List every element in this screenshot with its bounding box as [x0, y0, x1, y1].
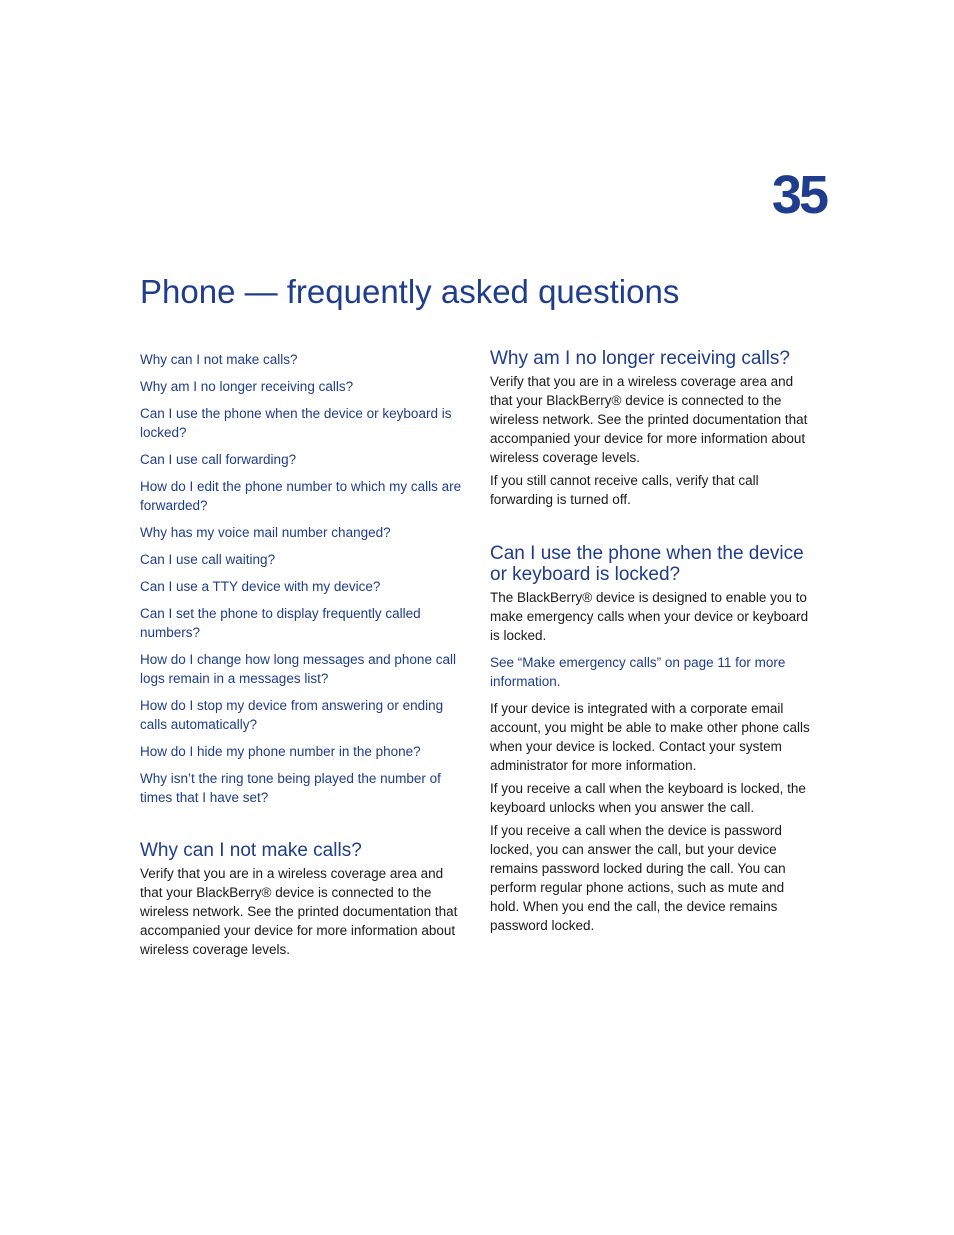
section-paragraph: Verify that you are in a wireless coverage area and that your BlackBerry® device is connected to the wireless network. See the printed documentation that accompanied your device for more information about wireless coverage levels. — [140, 866, 458, 957]
emergency-calls-link[interactable]: See “Make emergency calls” on page 11 for more information. — [490, 655, 786, 689]
toc-link-hide-number[interactable]: How do I hide my phone number in the phone? — [140, 744, 421, 759]
section-paragraph: If you receive a call when the keyboard is locked, the keyboard unlocks when you answer the call. — [490, 781, 806, 815]
toc-link-not-receiving-calls[interactable]: Why am I no longer receiving calls? — [140, 379, 354, 394]
toc-link-tty-device[interactable]: Can I use a TTY device with my device? — [140, 579, 381, 594]
right-column — [490, 348, 816, 939]
toc-link-auto-answer[interactable]: How do I stop my device from answering or ending calls automatically? — [140, 698, 444, 732]
section-heading-phone-locked: Can I use the phone when the device or keyboard is locked? — [490, 543, 804, 585]
section-heading-not-make-calls: Why can I not make calls? — [140, 840, 362, 861]
toc-link-call-logs[interactable]: How do I change how long messages and phone call logs remain in a messages list? — [140, 652, 456, 686]
left-column — [140, 350, 465, 963]
toc-link-ring-tone[interactable]: Why isn’t the ring tone being played the number of times that I have set? — [140, 771, 441, 805]
section-paragraph: If you still cannot receive calls, verify that call forwarding is turned off. — [490, 473, 759, 507]
section-paragraph: If you receive a call when the device is password locked, you can answer the call, but your device remains password locked during the call. You can perform regular phone actions, such as mute and hold. When you end the call, the device remains password locked. — [490, 823, 786, 933]
toc-link-edit-forwarding-number[interactable]: How do I edit the phone number to which my calls are forwarded? — [140, 479, 462, 513]
toc-link-voice-mail-number[interactable]: Why has my voice mail number changed? — [140, 525, 391, 540]
section-paragraph: If your device is integrated with a corporate email account, you might be able to make other phone calls when your device is locked. Contact your system administrator for more information. — [490, 701, 810, 773]
chapter-number: 35 — [771, 165, 826, 225]
page-title: Phone — frequently asked questions — [140, 273, 680, 310]
section-paragraph: The BlackBerry® device is designed to enable you to make emergency calls when your device or keyboard is locked. — [490, 590, 809, 643]
toc-link-call-waiting[interactable]: Can I use call waiting? — [140, 552, 276, 567]
section-heading-not-receiving-calls: Why am I no longer receiving calls? — [490, 348, 790, 369]
toc-link-frequently-called[interactable]: Can I set the phone to display frequently called numbers? — [140, 606, 421, 640]
toc-link-not-make-calls[interactable]: Why can I not make calls? — [140, 352, 298, 367]
toc-list — [140, 350, 465, 807]
toc-link-phone-locked[interactable]: Can I use the phone when the device or keyboard is locked? — [140, 406, 452, 440]
section-paragraph: Verify that you are in a wireless coverage area and that your BlackBerry® device is connected to the wireless network. See the printed documentation that accompanied your device for more information about wireless coverage levels. — [490, 374, 808, 465]
toc-link-call-forwarding[interactable]: Can I use call forwarding? — [140, 452, 297, 467]
